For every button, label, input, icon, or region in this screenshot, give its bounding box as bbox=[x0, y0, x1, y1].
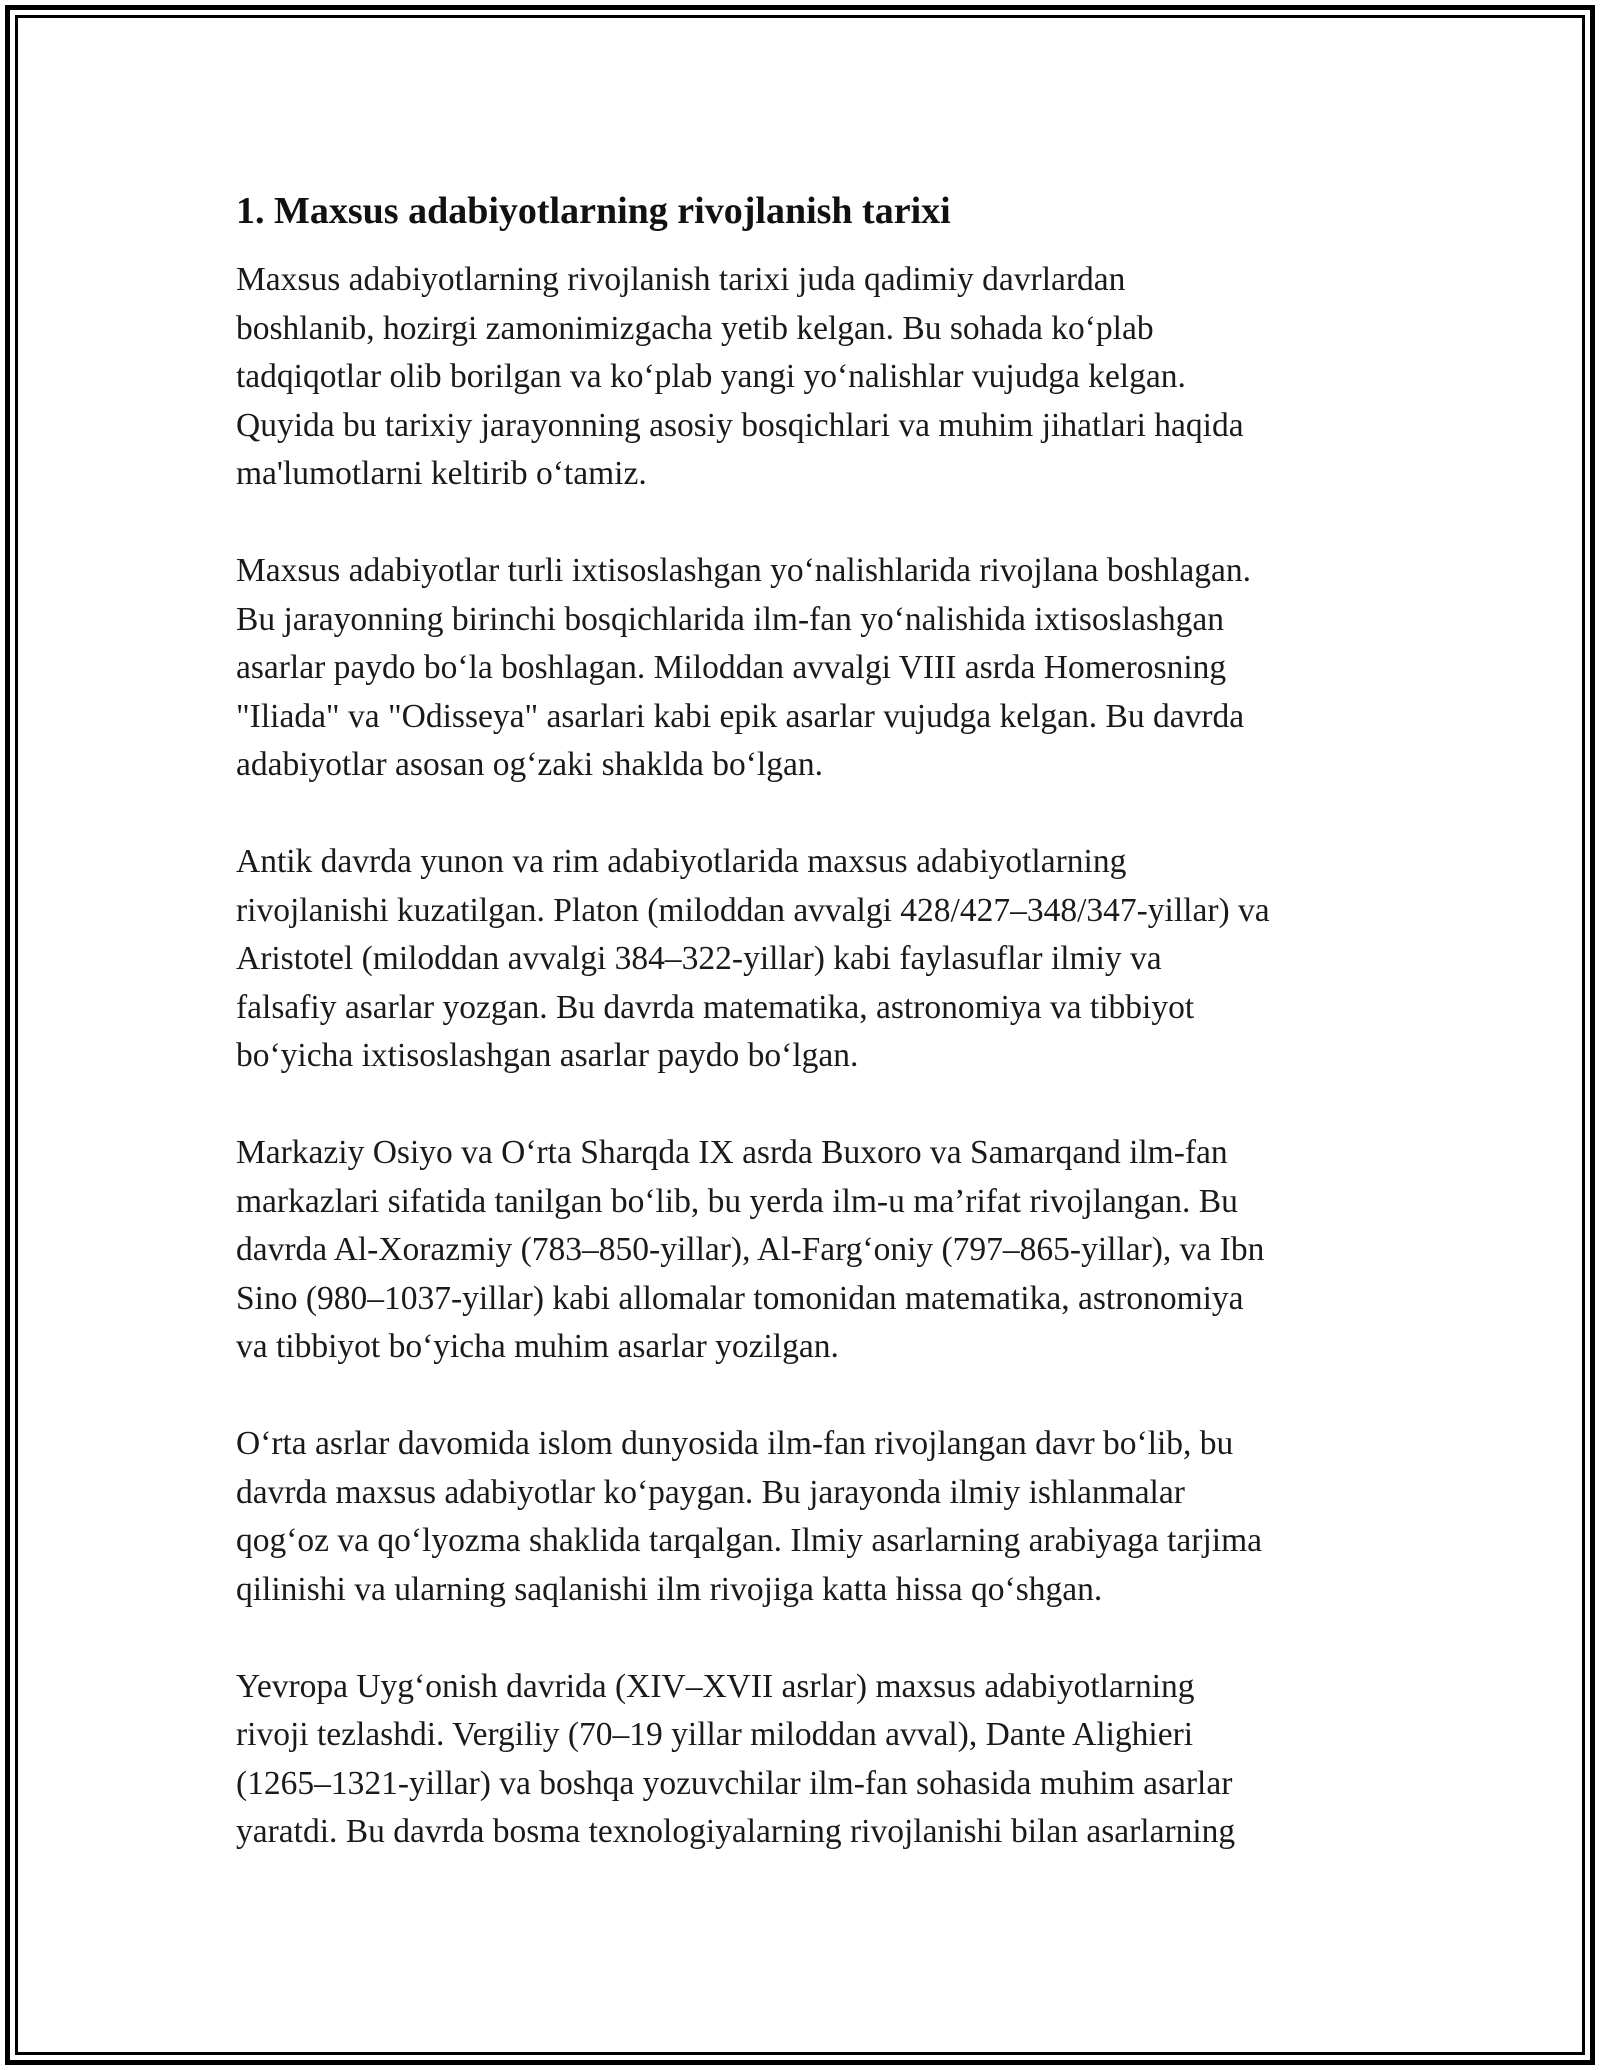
text-line: davrda maxsus adabiyotlar ko‘paygan. Bu jarayonda ilmiy ishlanmalar bbox=[236, 1473, 1185, 1511]
text-line: Quyida bu tarixiy jarayonning asosiy bosqichlari va muhim jihatlari haqida bbox=[236, 406, 1244, 444]
text-line: Maxsus adabiyotlarning rivojlanish tarixi juda qadimiy davrlardan bbox=[236, 261, 1126, 298]
text-line: O‘rta asrlar davomida islom dunyosida ilm-fan rivojlangan davr bo‘lib, bu bbox=[236, 1425, 1234, 1462]
paragraph bbox=[236, 1420, 1376, 1614]
text-line: Yevropa Uyg‘onish davrida (XIV–XVII asrlar) maxsus adabiyotlarning bbox=[236, 1667, 1195, 1705]
text-line: davrda Al-Xorazmiy (783–850-yillar), Al-Farg‘oniy (797–865-yillar), va Ibn bbox=[236, 1231, 1265, 1268]
paragraph bbox=[236, 547, 1376, 790]
text-line: Bu jarayonning birinchi bosqichlarida ilm-fan yo‘nalishida ixtisoslashgan bbox=[236, 600, 1225, 638]
text-line: boshlanib, hozirgi zamonimizgacha yetib kelgan. Bu sohada ko‘plab bbox=[236, 309, 1154, 347]
text-line: (1265–1321-yillar) va boshqa yozuvchilar ilm-fan sohasida muhim asarlar bbox=[236, 1764, 1233, 1802]
paragraph bbox=[236, 256, 1376, 499]
text-line: Markaziy Osiyo va O‘rta Sharqda IX asrda Buxoro va Samarqand ilm-fan bbox=[236, 1134, 1228, 1171]
paragraph-list bbox=[236, 256, 1376, 1857]
text-line: qilinishi va ularning saqlanishi ilm rivojiga katta hissa qo‘shgan. bbox=[236, 1570, 1103, 1608]
document-body bbox=[236, 188, 1376, 1905]
text-line: Antik davrda yunon va rim adabiyotlarida maxsus adabiyotlarning bbox=[236, 843, 1127, 880]
text-line: bo‘yicha ixtisoslashgan asarlar paydo bo‘lgan. bbox=[236, 1037, 859, 1074]
paragraph bbox=[236, 838, 1376, 1081]
paragraph bbox=[236, 1663, 1376, 1857]
text-line: tadqiqotlar olib borilgan va ko‘plab yangi yo‘nalishlar vujudga kelgan. bbox=[236, 358, 1186, 395]
text-line: asarlar paydo bo‘la boshlagan. Miloddan avvalgi VIII asrda Homerosning bbox=[236, 649, 1227, 686]
text-line: Sino (980–1037-yillar) kabi allomalar tomonidan matematika, astronomiya bbox=[236, 1279, 1244, 1317]
text-line: rivojlanishi kuzatilgan. Platon (miloddan avvalgi 428/427–348/347-yillar) va bbox=[236, 891, 1270, 929]
text-line: "Iliada" va "Odisseya" asarlari kabi epik asarlar vujudga kelgan. Bu davrda bbox=[236, 697, 1245, 735]
text-line: va tibbiyot bo‘yicha muhim asarlar yozilgan. bbox=[236, 1328, 839, 1365]
text-line: qog‘oz va qo‘lyozma shaklida tarqalgan. Ilmiy asarlarning arabiyaga tarjima bbox=[236, 1522, 1263, 1559]
text-line: ma'lumotlarni keltirib o‘tamiz. bbox=[236, 455, 647, 492]
text-line: Maxsus adabiyotlar turli ixtisoslashgan yo‘nalishlarida rivojlana boshlagan. bbox=[236, 552, 1252, 589]
text-line: markazlari sifatida tanilgan bo‘lib, bu yerda ilm-u ma’rifat rivojlangan. Bu bbox=[236, 1182, 1238, 1220]
text-line: Aristotel (miloddan avvalgi 384–322-yillar) kabi faylasuflar ilmiy va bbox=[236, 940, 1162, 977]
text-line: yaratdi. Bu davrda bosma texnologiyalarning rivojlanishi bilan asarlarning bbox=[236, 1813, 1236, 1850]
text-line: falsafiy asarlar yozgan. Bu davrda matematika, astronomiya va tibbiyot bbox=[236, 988, 1195, 1026]
text-line: rivoji tezlashdi. Vergiliy (70–19 yillar miloddan avval), Dante Alighieri bbox=[236, 1716, 1194, 1753]
section-heading: 1. Maxsus adabiyotlarning rivojlanish tarixi bbox=[236, 190, 951, 232]
paragraph bbox=[236, 1129, 1376, 1372]
text-line: adabiyotlar asosan og‘zaki shaklda bo‘lgan. bbox=[236, 746, 823, 783]
